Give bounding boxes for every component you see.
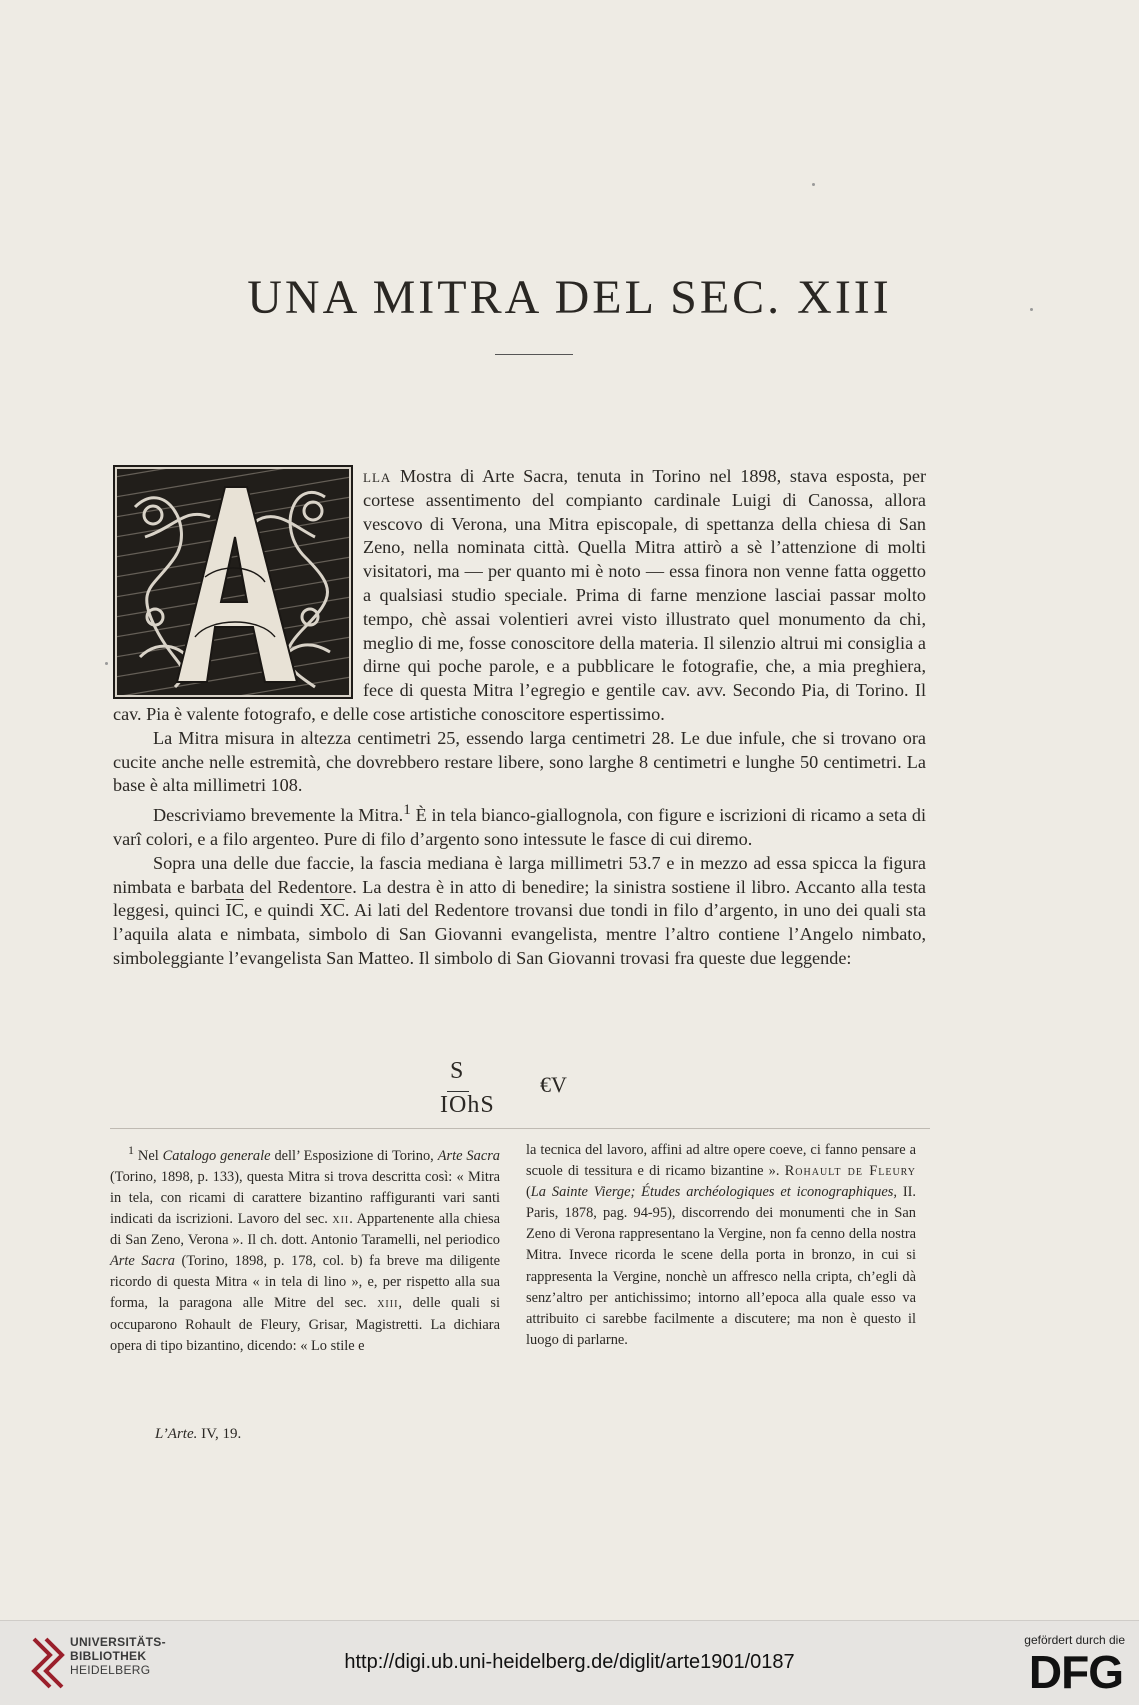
fn-text: II. Paris, 1878, pag. 94-95), discorrendo dei monumenti che in San Zeno di Verona rappresentano la Vergine, non fa cenno della nostra Mitra. Invece ricorda le scene della porta in bronzo, in cui si rappresenta la Vergine, nonchè un affresco nella cripta, ch’egli dà senz’altro per antichissimo; intorno all’epoca alla quale esso va attribuito ci sarebbe facilmente a discutere; ma non è questo il luogo di parlarne. — [526, 1184, 917, 1348]
footnote-1 — [110, 1140, 500, 1357]
fn-smallcaps: xii — [332, 1211, 350, 1228]
dropcap-initial — [113, 465, 353, 699]
fn-text: dell’ Esposizione di Torino, — [270, 1147, 438, 1164]
signature-number: IV, 19. — [197, 1426, 242, 1442]
uni-line-3: HEIDELBERG — [70, 1663, 151, 1677]
viewer-footer — [0, 1620, 1139, 1705]
page-signature — [155, 1426, 241, 1443]
footnote-rule — [110, 1128, 930, 1129]
digital-library-url[interactable]: http://digi.ub.uni-heidelberg.de/diglit/arte1901/0187 — [344, 1651, 795, 1673]
footnote-column-right — [526, 1140, 916, 1351]
paragraph-3-text-a: Descriviamo brevemente la Mitra. — [153, 805, 404, 826]
lead-smallcaps: lla — [363, 466, 392, 486]
fn-italic: La Sainte Vierge; Études archéologiques et iconographiques, — [530, 1184, 897, 1201]
legend-right: €V — [540, 1072, 567, 1097]
fn-text: (Torino, 1898, p. 133), questa Mitra si trova descritta così: « Mitra in tela, con ricami di carattere bizantino raffiguranti vari santi indicati da iscrizioni. Lavoro del sec. — [110, 1168, 500, 1228]
body-text — [113, 465, 926, 971]
fn-text: (Torino, 1898, p. 178, col. b) fa breve ma diligente ricordo di questa Mitra « in tela di lino », e, per rispetto alla sua forma, la paragona alle Mitre del sec. — [110, 1253, 501, 1312]
uni-line-1: UNIVERSITÄTS- — [70, 1635, 166, 1649]
article-title: UNA MITRA DEL SEC. XIII — [247, 271, 892, 324]
fn-italic: Arte Sacra — [110, 1253, 175, 1270]
fn-text: , delle quali si occuparono Rohault de Fleury, Grisar, Magistretti. La dichiara opera di tipo bizantino, dicendo: « Lo stile e — [110, 1295, 500, 1354]
paragraph-4 — [113, 852, 926, 971]
abbreviation-ic: $\overline{IC}$ — [225, 900, 244, 921]
paper-speck — [105, 662, 108, 665]
paragraph-4-text-c: . Ai lati del Redentore trovansi due tondi in filo d’argento, in uno dei quali sta l’aquila alata e nimbata, simbolo di San Giovanni evangelista, mentre l’altro contiene l’Angelo nimbato, simboleggiante l’evangelista San Matteo. Il simbolo di San Giovanni trovasi fra queste due leggende: — [113, 900, 927, 968]
dfg-funding-label: gefördert durch die — [1024, 1633, 1125, 1647]
fn-text: Nel — [134, 1147, 163, 1164]
paragraph-4-text-a: Sopra una delle due faccie, la fascia mediana è larga millimetri 53.7 e in mezzo ad essa spicca la figura nimbata e barbata del Redentore. La destra è in atto di benedire; la sinistra sostiene il libro. Accanto alla testa leggesi, quinci — [113, 852, 926, 921]
fn-text: . Appartenente alla chiesa di San Zeno, Verona ». Il ch. dott. Antonio Taramelli, nel periodico — [110, 1211, 500, 1249]
signature-journal: L’Arte. — [155, 1426, 198, 1442]
fn-smallcaps: xiii — [377, 1295, 399, 1312]
paragraph-1-text: Mostra di Arte Sacra, tenuta in Torino nel 1898, stava esposta, per cortese assentimento del compianto cardinale Luigi di Canossa, allora vescovo di Verona, una Mitra episcopale, di spettanza della chiesa di San Zeno, nella nominata città. Quella Mitra attirò a sè l’attenzione di molti visitatori, ma — per quanto mi è noto — essa finora non venne fatta oggetto a qualsiasi studio speciale. Prima di farne menzione lasciai passar molto tempo, chè assai volentieri avrei visto illustrato quel monumento da chi, meglio di me, fosse conoscitore della materia. Il silenzio altrui mi consiglia a dirne qui poche parole, e a pubblicare le fotografie, che, a mia preghiera, fece di questa Mitra l’egregio e gentile cav. avv. Secondo Pia, di Torino. Il cav. Pia è valente fotografo, e delle cose artistiche conoscitore espertissimo. — [113, 466, 926, 724]
paper-speck — [812, 183, 815, 186]
uni-line-2: BIBLIOTHEK — [70, 1649, 147, 1663]
fn-italic: Catalogo generale — [162, 1147, 271, 1164]
paper-speck — [1030, 308, 1033, 311]
footnote-1-continued — [526, 1140, 916, 1351]
footnote-mark: 1 — [128, 1143, 134, 1157]
paragraph-4-text-b: , e quindi — [243, 900, 320, 921]
paragraph-3-text-b: È in tela bianco-giallognola, con figure e iscrizioni di ricamo a seta di varî colori, e a filo argenteo. Pure di filo d’argento sono intessute le fasce di cui diremo. — [113, 805, 926, 850]
fn-text: la tecnica del lavoro, affini ad altre opere coeve, ci fanno pensare a scuole di tessitura e di ricamo bizantine ». — [526, 1142, 916, 1180]
decorated-initial-illustration — [115, 467, 351, 697]
paragraph-3 — [113, 798, 926, 852]
abbreviation-xc: $\overline{XC}$ — [319, 900, 345, 921]
title-rule — [495, 354, 573, 355]
inscription-legend — [0, 1058, 1139, 1138]
fn-text: ( — [526, 1184, 531, 1201]
fn-smallcaps: Rohault de Fleury — [784, 1163, 917, 1180]
footnote-reference[interactable]: 1 — [403, 801, 411, 819]
legend-bottom: IOhS — [440, 1092, 495, 1118]
footnote-column-left — [110, 1140, 500, 1357]
legend-top: S — [450, 1058, 464, 1084]
dfg-logo[interactable]: DFG — [1028, 1646, 1123, 1698]
paragraph-2: La Mitra misura in altezza centimetri 25, essendo larga centimetri 28. Le due infule, che si trovano ora cucite anche nelle estremità, che dovrebbero restare libere, sono larghe 8 centimetri e lunghe 50 centimetri. La base è alta millimetri 108. — [113, 727, 926, 796]
fn-italic: Arte Sacra — [437, 1147, 501, 1164]
